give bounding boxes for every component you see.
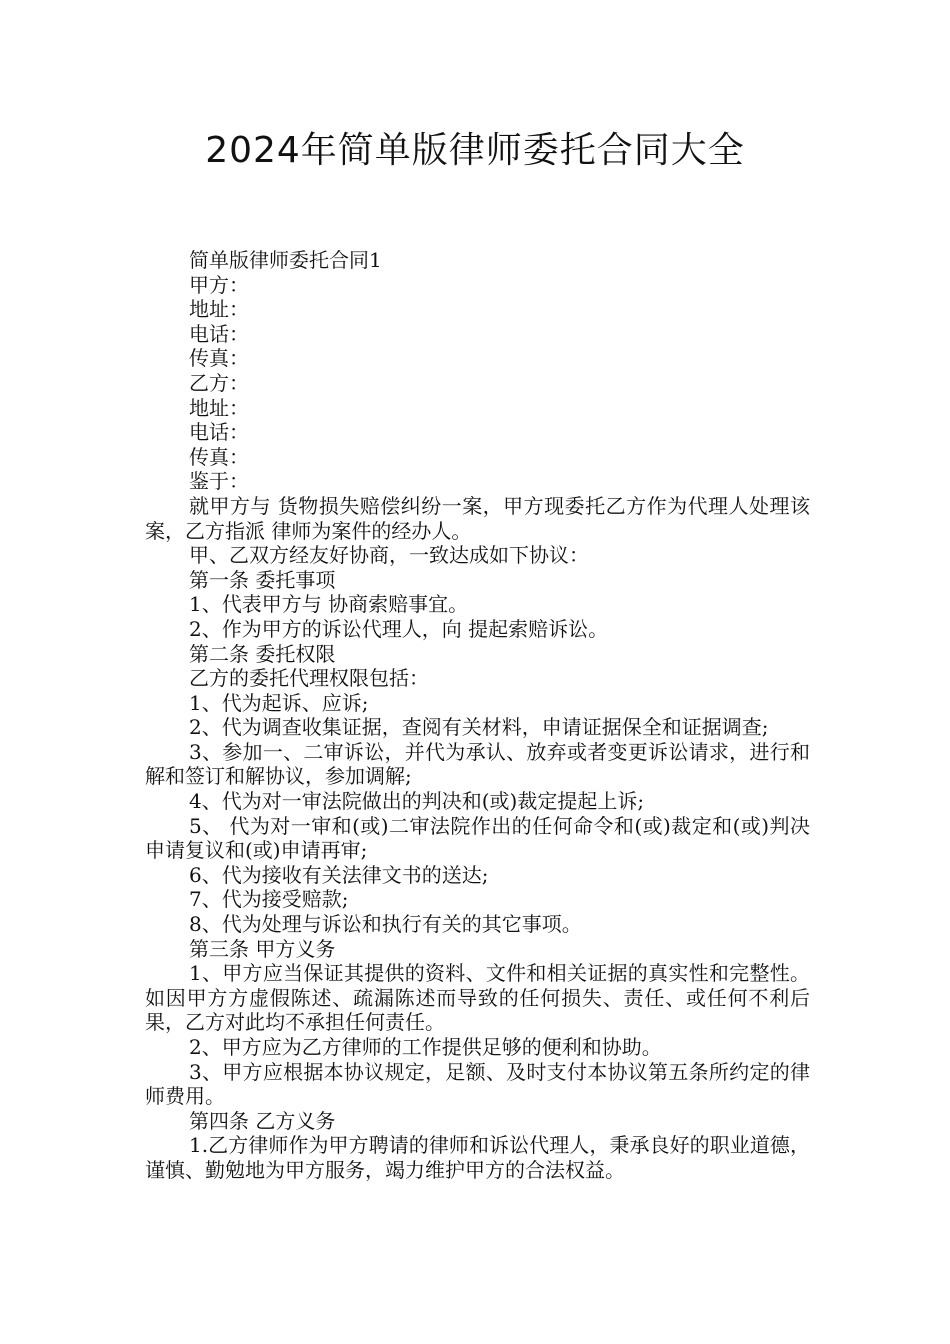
clause: 3、甲方应根据本协议规定，足额、及时支付本协议第五条所约定的律师费用。 bbox=[145, 1059, 810, 1109]
clause: 5、 代为对一审和(或)二审法院作出的任何命令和(或)裁定和(或)判决申请复议和(或)申请再审; bbox=[145, 813, 810, 863]
document-body bbox=[145, 248, 810, 1183]
clause: 1、甲方应当保证其提供的资料、文件和相关证据的真实性和完整性。如因甲方方虚假陈述、疏漏陈述而导致的任何损失、责任、或任何不利后果，乙方对此均不承担任何责任。 bbox=[145, 961, 810, 1035]
clause: 1、代为起诉、应诉; bbox=[189, 690, 369, 715]
clause: 7、代为接受赔款; bbox=[189, 887, 349, 912]
clause: 2、甲方应为乙方律师的工作提供足够的便利和协助。 bbox=[189, 1035, 662, 1059]
clause: 6、代为接收有关法律文书的送达; bbox=[189, 862, 489, 887]
article-heading: 第四条 乙方义务 bbox=[189, 1108, 336, 1133]
party-a-address: 地址： bbox=[189, 297, 249, 322]
party-b-fax: 传真： bbox=[189, 444, 249, 469]
clause: 8、代为处理与诉讼和执行有关的其它事项。 bbox=[189, 912, 582, 937]
contract-heading: 简单版律师委托合同1 bbox=[189, 248, 382, 272]
clause: 4、代为对一审法院做出的判决和(或)裁定提起上诉; bbox=[189, 789, 645, 814]
article-heading: 第二条 委托权限 bbox=[189, 641, 336, 666]
party-a-label: 甲方： bbox=[189, 272, 249, 297]
paragraph: 就甲方与 货物损失赔偿纠纷一案，甲方现委托乙方作为代理人处理该案，乙方指派 律师为案件的经办人。 bbox=[145, 493, 810, 543]
article-heading: 第一条 委托事项 bbox=[189, 567, 336, 592]
party-b-address: 地址： bbox=[189, 395, 249, 420]
clause: 1.乙方律师作为甲方聘请的律师和诉讼代理人，秉承良好的职业道德，谨慎、勤勉地为甲方服务，竭力维护甲方的合法权益。 bbox=[145, 1133, 810, 1182]
clause: 1、代表甲方与 协商索赔事宜。 bbox=[189, 592, 469, 617]
clause: 2、作为甲方的诉讼代理人，向 提起索赔诉讼。 bbox=[189, 616, 609, 641]
whereas-label: 鉴于： bbox=[189, 469, 249, 494]
article-heading: 第三条 甲方义务 bbox=[189, 936, 336, 961]
party-a-phone: 电话： bbox=[189, 321, 249, 346]
party-b-phone: 电话： bbox=[189, 420, 249, 445]
paragraph: 甲、乙双方经友好协商，一致达成如下协议： bbox=[189, 543, 589, 568]
paragraph: 乙方的委托代理权限包括： bbox=[189, 666, 429, 691]
clause: 3、参加一、二审诉讼，并代为承认、放弃或者变更诉讼请求，进行和解和签订和解协议，参加调解; bbox=[145, 739, 810, 789]
party-b-label: 乙方： bbox=[189, 370, 249, 395]
clause: 2、代为调查收集证据，查阅有关材料，申请证据保全和证据调查; bbox=[189, 715, 769, 740]
party-a-fax: 传真： bbox=[189, 346, 249, 371]
document-title: 2024年简单版律师委托合同大全 bbox=[205, 130, 745, 171]
